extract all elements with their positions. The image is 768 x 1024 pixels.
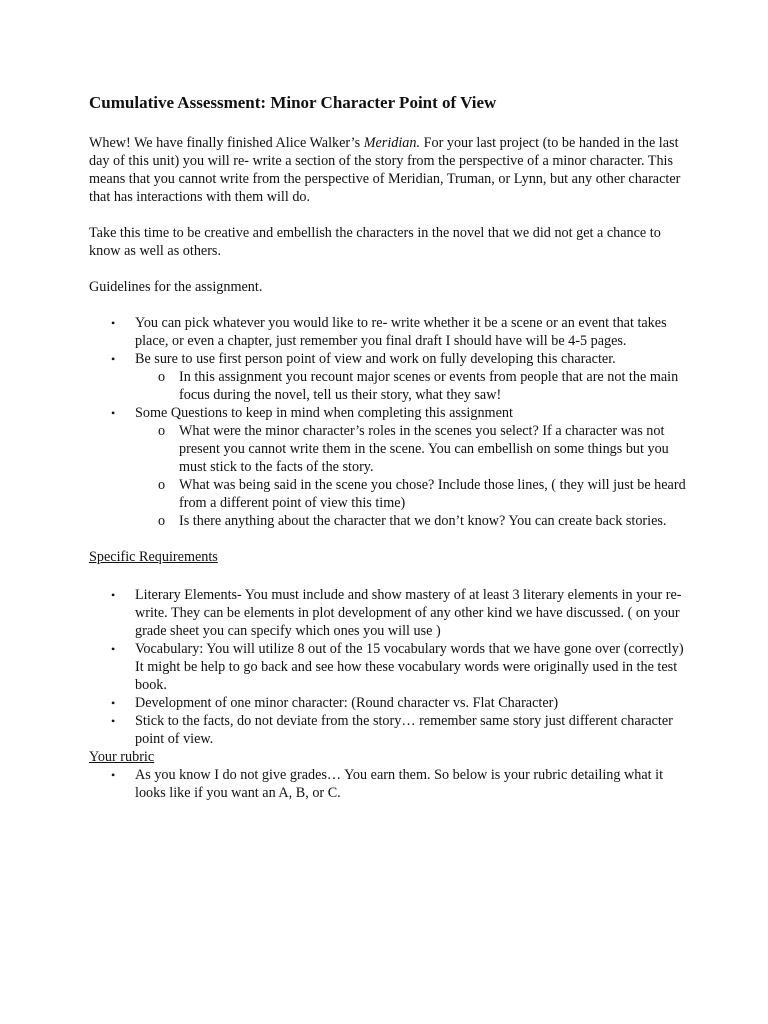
- rubric-list: [89, 766, 689, 802]
- bullet-icon: •: [111, 352, 116, 366]
- rubric-item: [89, 766, 689, 802]
- requirement-text: Development of one minor character: (Round character vs. Flat Character): [135, 695, 559, 711]
- bullet-icon: •: [111, 696, 116, 710]
- guideline-subtext: Is there anything about the character that we don’t know? You can create back stories.: [179, 513, 667, 529]
- sub-bullet-icon: o: [158, 477, 166, 493]
- guideline-text: Some Questions to keep in mind when completing this assignment: [135, 405, 513, 421]
- guideline-subtext: What was being said in the scene you chose? Include those lines, ( they will just be heard from a different point of view this time): [179, 477, 686, 511]
- guideline-subitem: [135, 422, 689, 476]
- bullet-icon: •: [111, 316, 116, 330]
- document-title: Cumulative Assessment: Minor Character Point of View: [89, 93, 497, 112]
- guideline-item: [89, 350, 689, 404]
- requirement-text: Vocabulary: You will utilize 8 out of the 15 vocabulary words that we have gone over (correctly) It might be help to go back and see how these vocabulary words were originally used in the test book.: [135, 641, 684, 693]
- requirement-item: [89, 712, 689, 748]
- guidelines-list: [89, 314, 689, 530]
- bullet-icon: •: [111, 768, 116, 782]
- guideline-sublist: [135, 422, 689, 530]
- guideline-subitem: [135, 368, 689, 404]
- bullet-icon: •: [111, 406, 116, 420]
- requirements-heading: Specific Requirements: [89, 549, 218, 565]
- guideline-text: Be sure to use first person point of view and work on fully developing this character.: [135, 351, 616, 367]
- requirement-item: [89, 586, 689, 640]
- guideline-item: [89, 314, 689, 350]
- sub-bullet-icon: o: [158, 423, 166, 439]
- requirement-text: Stick to the facts, do not deviate from the story… remember same story just different character point of view.: [135, 713, 673, 747]
- creativity-paragraph: Take this time to be creative and embellish the characters in the novel that we did not get a chance to know as well as others.: [89, 225, 661, 259]
- book-title: Meridian.: [363, 135, 421, 151]
- requirement-item: [89, 694, 689, 712]
- intro-paragraph: [89, 134, 689, 206]
- guideline-subtext: What were the minor character’s roles in the scenes you select? If a character was not present you cannot write them in the scene. You can embellish on some things but you must stick to the facts of the story.: [179, 423, 669, 475]
- intro-text-start: Whew! We have finally finished Alice Walker’s: [89, 135, 364, 151]
- guideline-subtext: In this assignment you recount major scenes or events from people that are not the main focus during the novel, tell us their story, what they saw!: [179, 369, 679, 403]
- guidelines-heading: Guidelines for the assignment.: [89, 279, 263, 295]
- document-page: [89, 92, 689, 802]
- bullet-icon: •: [111, 642, 116, 656]
- requirement-text: Literary Elements- You must include and show mastery of at least 3 literary elements in your re-write. They can be elements in plot development of any other kind we have discussed. ( on your grade sheet you can specify which ones you will use ): [135, 587, 682, 639]
- guideline-sublist: [135, 368, 689, 404]
- requirements-list: [89, 586, 689, 748]
- intro-text-end: For your last project (to be handed in the last day of this unit) you will re- write a section of the story from the perspective of a minor character. This means that you cannot write from the perspective of Meridian, Truman, or Lynn, but any other character that has interactions with them will do.: [89, 135, 681, 205]
- sub-bullet-icon: o: [158, 369, 166, 385]
- requirement-item: [89, 640, 689, 694]
- guideline-text: You can pick whatever you would like to re- write whether it be a scene or an event that takes place, or even a chapter, just remember you final draft I should have will be 4-5 pages.: [135, 315, 667, 349]
- guideline-subitem: [135, 476, 689, 512]
- rubric-heading: Your rubric: [89, 749, 155, 765]
- guideline-item: [89, 404, 689, 530]
- rubric-text: As you know I do not give grades… You earn them. So below is your rubric detailing what it looks like if you want an A, B, or C.: [135, 767, 664, 801]
- bullet-icon: •: [111, 588, 116, 602]
- guideline-subitem: [135, 512, 689, 530]
- sub-bullet-icon: o: [158, 513, 166, 529]
- bullet-icon: •: [111, 714, 116, 728]
